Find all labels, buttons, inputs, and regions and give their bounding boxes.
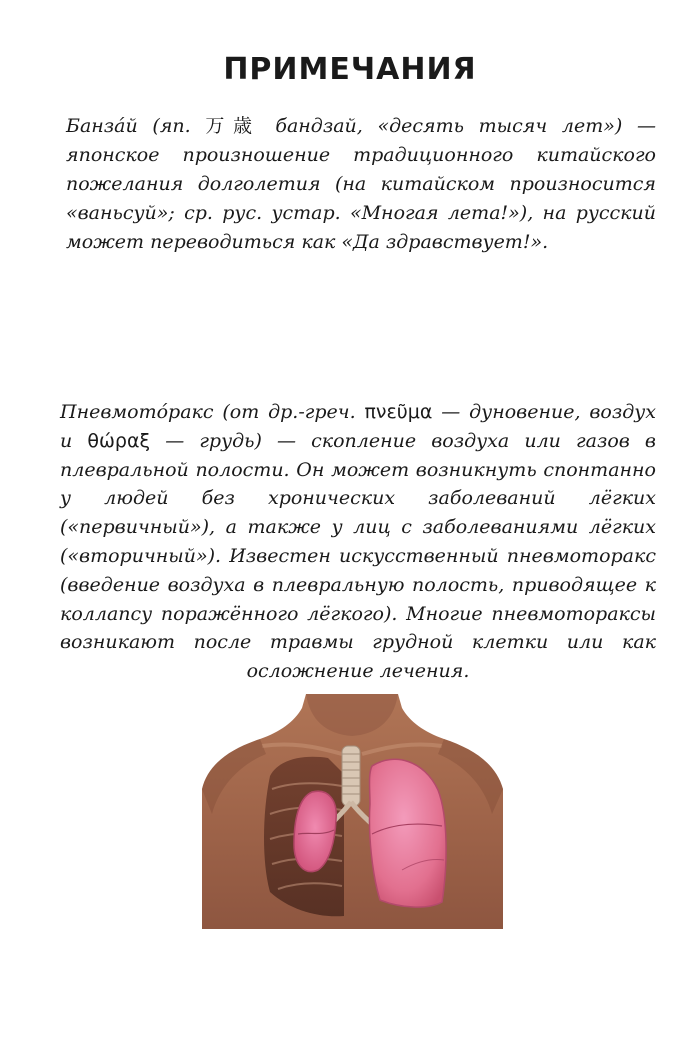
note-pneumothorax bbox=[60, 398, 656, 686]
chest-anatomy-image bbox=[202, 694, 503, 929]
pneumothorax-illustration bbox=[202, 694, 503, 929]
note-text: (от др.-греч. bbox=[213, 401, 365, 423]
trachea bbox=[342, 746, 360, 806]
note-term: Пневмотóракс bbox=[60, 401, 214, 423]
note-term: Банзáй bbox=[66, 115, 138, 137]
note-banzai bbox=[66, 112, 656, 257]
page-title: ПРИМЕЧАНИЯ bbox=[223, 52, 477, 87]
note-text: — грудь) — скопление воздуха или газов в плевральной полости. Он может возникнуть спонтанно у людей без хронических заболеваний лёгких («первичный»), а также у лиц с заболеваниями лёгких («вторичный»). Известен искусственный пневмоторакс (введение воздуха в плевральную полость, приводящее к коллапсу поражённого лёгкого). Многие пневмотораксы возникают после травмы грудной клетки или как осложнение лечения. bbox=[60, 429, 656, 683]
greek-word: θώραξ bbox=[87, 429, 151, 452]
kanji-text: 万歳 bbox=[205, 115, 261, 137]
note-text: бандзай, «десять тысяч лет») — японское произношение традиционного китайского пожелания долголетия (на китайском произносится «ваньсуй»; ср. рус. устар. «Многая лета!»), на русский может переводиться как «Да здравствует!». bbox=[66, 115, 656, 253]
note-text: (яп. bbox=[137, 115, 206, 137]
note-text: — дуновение, воздух и bbox=[60, 401, 656, 452]
greek-word: πνεῦμα bbox=[364, 401, 433, 423]
